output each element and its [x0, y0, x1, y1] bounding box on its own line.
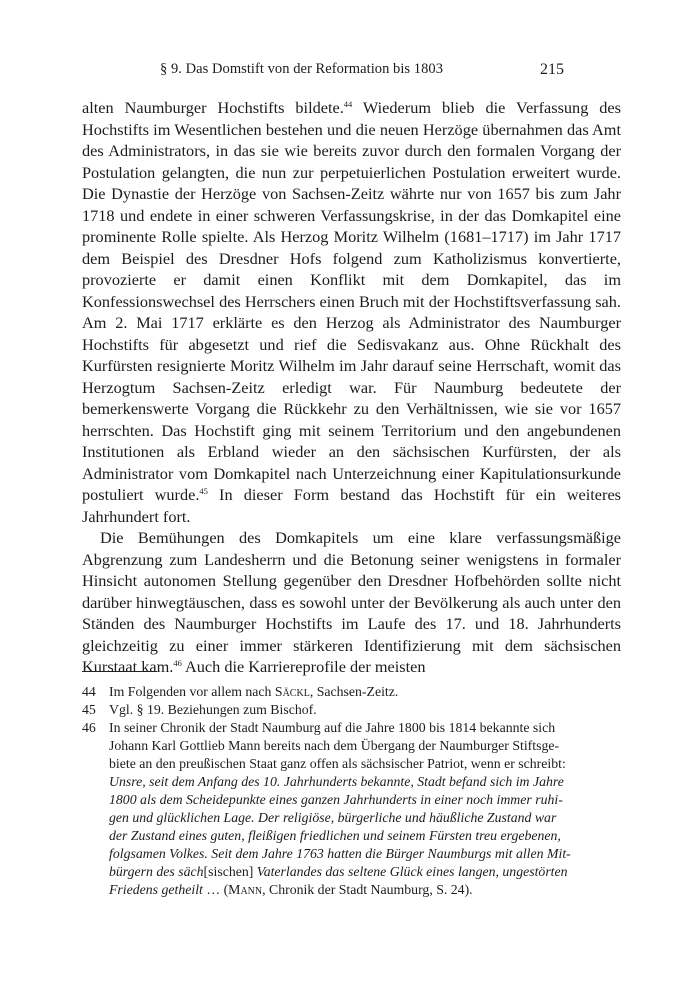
source-citation: , Chronik der Stadt Naumburg, S. 24).: [262, 882, 473, 897]
footnote-number: 44: [82, 684, 96, 699]
quote-fragment: Friedens getheilt: [109, 882, 203, 897]
footnote-46-quote-line: der Zustand eines guten, fleißigen friedlichen und seinem Fürsten treu ergebenen,: [109, 828, 561, 843]
footnote-46-line: Johann Karl Gottlieb Mann bereits nach dem Übergang der Naumburger Stiftsge-: [109, 738, 560, 753]
footnotes: [82, 683, 621, 899]
footnote-44-author: Säckl: [274, 684, 310, 699]
footnote-text: Vgl. § 19. Beziehungen zum Bischof.: [109, 702, 317, 717]
footnote-45: [82, 701, 621, 719]
footnote-44-post: , Sachsen-Zeitz.: [309, 684, 399, 699]
footnote-separator: [82, 671, 157, 672]
footnote-46-quote-line: 1800 als dem Scheidepunkte eines ganzen Jahrhunderts in einer noch immer ruhi-: [109, 792, 563, 807]
footnote-46-quote-line: gen und glücklichen Lage. Der religiöse, bürgerliche und häußliche Zustand war: [109, 810, 557, 825]
paragraph-1-text-c: In dieser Form bestand das Hochstift für ein weiteres Jahrhundert fort.: [82, 485, 622, 526]
paragraph-2: [82, 527, 621, 678]
running-title: § 9. Das Domstift von der Reformation bis 1803: [160, 61, 444, 77]
paragraph-1-text-a: alten Naumburger Hochstifts bildete.: [82, 98, 344, 117]
footnote-ref-46: 46: [173, 658, 182, 668]
ellipsis: … (: [202, 882, 229, 897]
page-number: 215: [540, 61, 564, 78]
editorial-insertion: [sischen]: [203, 864, 254, 879]
paragraph-1-text-b: Wiederum blieb die Verfassung des Hochstifts im Wesentlichen bestehen und die neuen Herzöge übernahmen das Amt des Administrators, in das sie wie bereits zuvor durch den formalen Vorgang der Postulation gelangten, die nun zur perpetuierlichen Postulation erweitert wurde. Die Dynastie der Herzöge von Sachsen-Zeitz währte nur von 1657 bis zum Jahr 1718 und endete in einer schweren Verfassungskrise, in der das Domkapitel eine prominente Rolle spielte. Als Herzog Moritz Wilhelm (1681–1717) im Jahr 1717 dem Beispiel des Dresdner Hofs folgend zum Katholizismus konvertierte, provozierte er damit einen Konflikt mit dem Domkapitel, das im Konfessionswechsel des Herrschers einen Bruch mit der Hochstiftsverfassung sah. Am 2. Mai 1717 erklärte es den Herzog als Administrator des Naumburger Hochstifts für abgesetzt und rief die Sedisvakanz aus. Ohne Rückhalt des Kurfürsten resignierte Moritz Wilhelm im Jahr darauf seine Herrschaft, womit das Herzogtum Sachsen-Zeitz erledigt war. Für Naumburg bedeutete der bemerkenswerte Vorgang die Rückkehr zu den Verhältnissen, wie sie vor 1657 herrschten. Das Hochstift ging mit seinem Territorium und den angebundenen Institutionen als Erbland wieder an den sächsischen Kurfürsten, der als Administrator vom Domkapitel nach Unterzeichnung einer Kapitulationsurkunde postuliert wurde.: [82, 98, 621, 504]
footnote-44: [82, 683, 621, 701]
footnote-text: [109, 683, 621, 701]
footnote-46-line: biete an den preußischen Staat ganz offen als sächsischer Patriot, wenn er schreibt:: [109, 756, 566, 771]
running-header: [0, 61, 700, 81]
quote-fragment: Vaterlandes das seltene Glück eines langen, ungestörten: [253, 864, 568, 879]
footnote-ref-44: 44: [343, 99, 353, 109]
footnote-46-quote-line: [109, 881, 621, 899]
footnote-46-line: In seiner Chronik der Stadt Naumburg auf die Jahre 1800 bis 1814 bekannte sich: [109, 720, 556, 735]
footnote-46-quote-line: Unsre, seit dem Anfang des 10. Jahrhunderts bekannte, Stadt befand sich im Jahre: [109, 774, 564, 789]
footnote-number: 46: [82, 720, 96, 735]
paragraph-2-text-a: Die Bemühungen des Domkapitels um eine klare verfassungsmäßige Abgrenzung zum Landesherrn und die Betonung seiner wenigstens in formaler Hinsicht autonomen Stellung gegenüber den Dresdner Hofbehörden sollte nicht darüber hinwegtäuschen, dass es sowohl unter der Bevölkerung als auch unter den Ständen des Naumburger Hochstifts im Laufe des 17. und 18. Jahrhunderts gleichzeitig zu einer immer stärkeren Identifizierung mit dem sächsischen Kurstaat kam.: [82, 528, 621, 676]
paragraph-1: [82, 97, 621, 527]
footnote-46-quote-line: folgsamen Volkes. Seit dem Jahre 1763 hatten die Bürger Naumburgs mit allen Mit-: [109, 846, 571, 861]
source-author: Mann: [228, 882, 263, 897]
footnote-ref-45: 45: [199, 486, 208, 496]
paragraph-2-text-b: Auch die Karriereprofile der meisten: [181, 657, 426, 676]
footnote-46: [82, 719, 621, 899]
footnote-44-pre: Im Folgenden vor allem nach: [109, 684, 275, 699]
footnote-text: [109, 719, 621, 899]
footnote-46-quote-line: [109, 863, 621, 881]
quote-fragment: bürgern des säch: [109, 864, 204, 879]
main-text: [82, 97, 621, 678]
footnote-number: 45: [82, 702, 96, 717]
